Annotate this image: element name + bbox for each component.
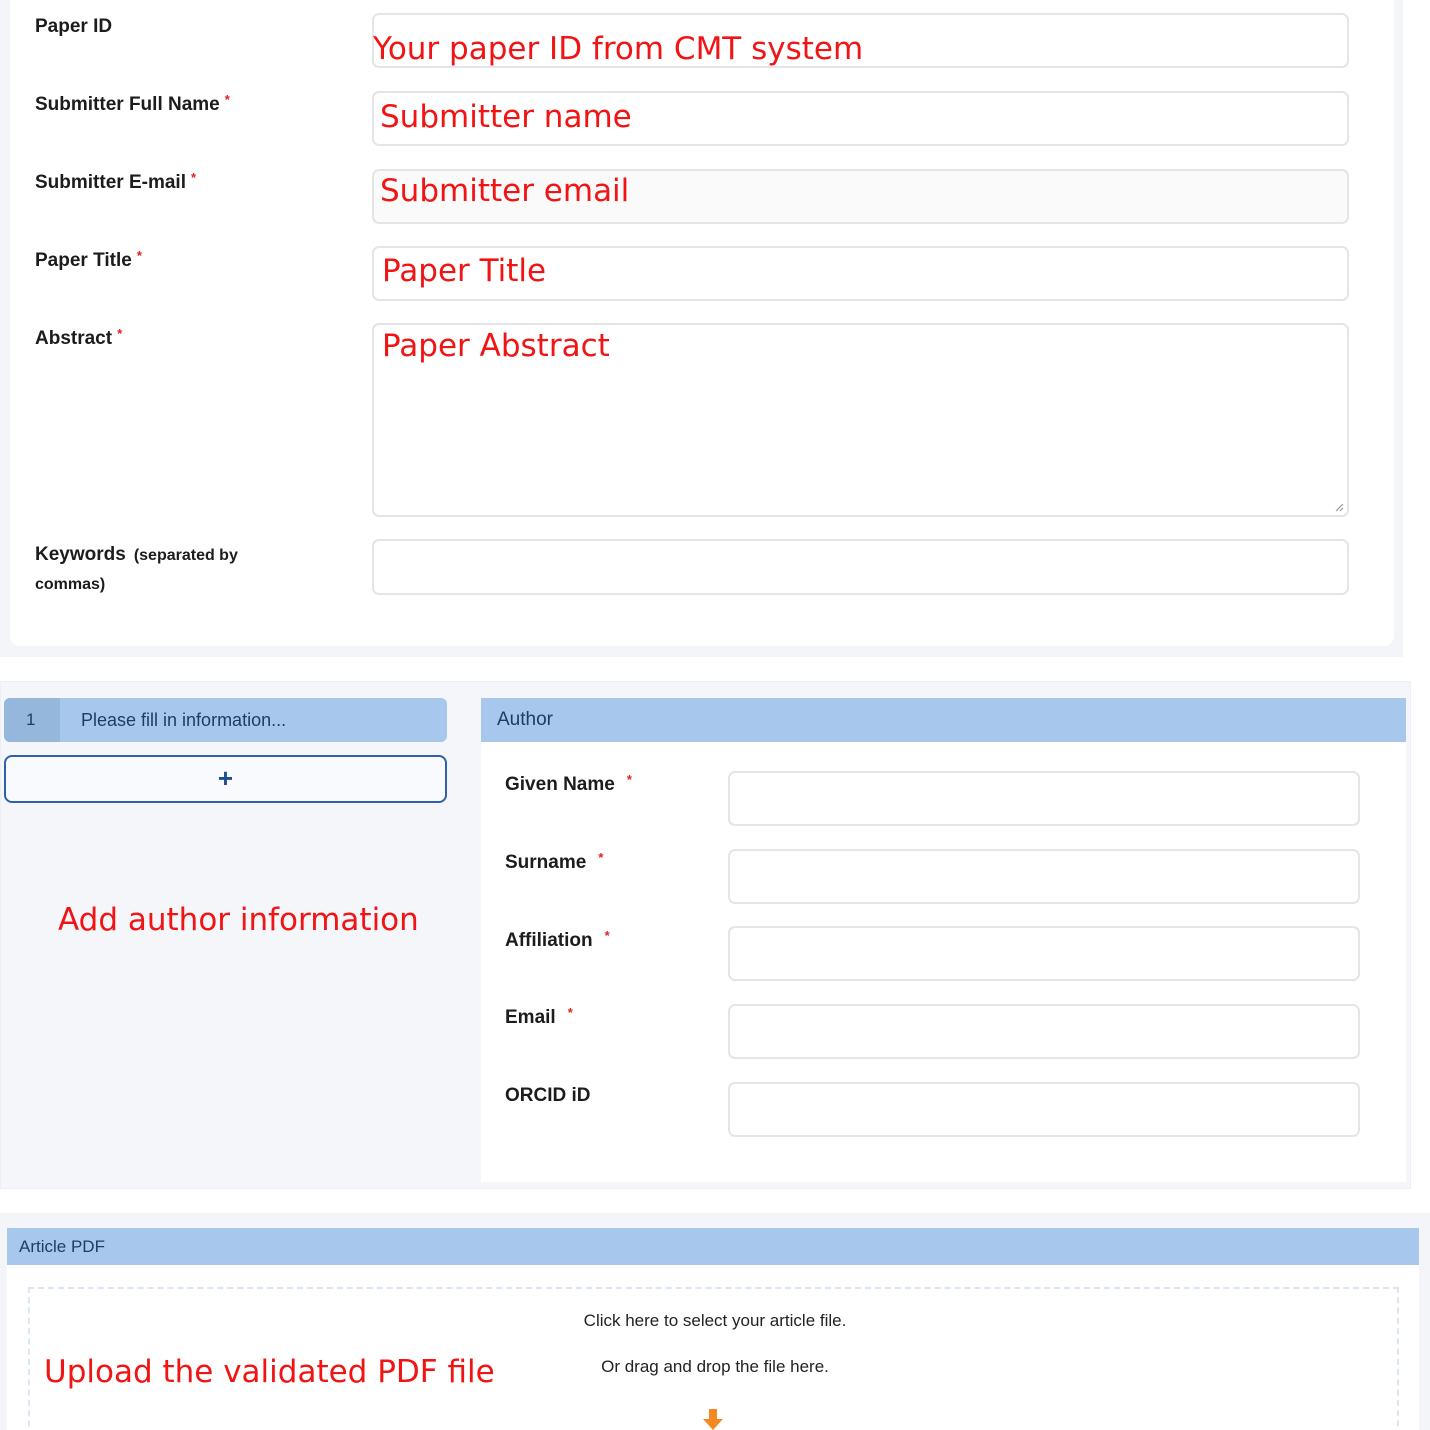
- required-mark: *: [567, 1005, 573, 1020]
- paper-title-label: Paper Title *: [35, 248, 142, 271]
- required-mark: *: [598, 850, 604, 865]
- abstract-label: Abstract *: [35, 326, 123, 349]
- paper-id-label: Paper ID: [35, 16, 113, 37]
- submitter-email-annotation: Submitter email: [380, 173, 630, 209]
- abstract-textarea[interactable]: [372, 323, 1349, 517]
- orcid-input[interactable]: [728, 1082, 1360, 1137]
- dropzone-select-text[interactable]: Click here to select your article file.: [583, 1311, 847, 1330]
- required-mark: *: [136, 248, 142, 263]
- dropzone-drag-text: Or drag and drop the file here.: [601, 1357, 829, 1376]
- abstract-annotation: Paper Abstract: [382, 328, 610, 364]
- submitter-name-annotation: Submitter name: [380, 99, 632, 135]
- resize-grip-icon[interactable]: [1334, 502, 1344, 512]
- add-author-button[interactable]: +: [4, 755, 447, 803]
- required-mark: *: [626, 772, 632, 787]
- paper-id-annotation: Your paper ID from CMT system: [373, 31, 864, 67]
- paper-id-input[interactable]: [372, 13, 1349, 68]
- authors-annotation: Add author information: [58, 902, 419, 938]
- pdf-annotation: Upload the validated PDF file: [44, 1354, 495, 1390]
- required-mark: *: [190, 170, 197, 185]
- download-arrow-icon[interactable]: [701, 1407, 725, 1430]
- required-mark: *: [604, 928, 610, 943]
- author-list-item[interactable]: [4, 698, 447, 742]
- author-card-title: Author: [497, 709, 553, 730]
- keywords-label: Keywords (separated by: [35, 544, 238, 565]
- keywords-hint: (separated by: [133, 547, 238, 564]
- author-list-item-label: Please fill in information...: [81, 710, 287, 730]
- keywords-hint-continued: commas): [35, 576, 106, 593]
- given-name-label: Given Name *: [505, 772, 632, 795]
- given-name-input[interactable]: [728, 771, 1360, 826]
- submitter-name-label: Submitter Full Name *: [35, 92, 230, 115]
- surname-input[interactable]: [728, 849, 1360, 904]
- required-mark: *: [117, 326, 123, 341]
- paper-title-annotation: Paper Title: [382, 253, 547, 289]
- submitter-email-label: Submitter E-mail *: [35, 170, 197, 193]
- author-number: 1: [4, 698, 60, 742]
- article-pdf-title: Article PDF: [19, 1237, 105, 1256]
- submitter-name-input[interactable]: [372, 91, 1349, 146]
- article-pdf-header: [7, 1228, 1419, 1265]
- author-card-header: [481, 698, 1406, 742]
- surname-label: Surname *: [505, 850, 604, 873]
- required-mark: *: [224, 92, 230, 107]
- affiliation-input[interactable]: [728, 926, 1360, 981]
- email-label: Email *: [505, 1005, 573, 1028]
- keywords-input[interactable]: [372, 539, 1349, 595]
- orcid-label: ORCID iD: [505, 1085, 591, 1106]
- paper-title-input[interactable]: [372, 246, 1349, 301]
- email-input[interactable]: [728, 1004, 1360, 1059]
- submitter-email-input[interactable]: [372, 169, 1349, 224]
- affiliation-label: Affiliation *: [505, 928, 610, 951]
